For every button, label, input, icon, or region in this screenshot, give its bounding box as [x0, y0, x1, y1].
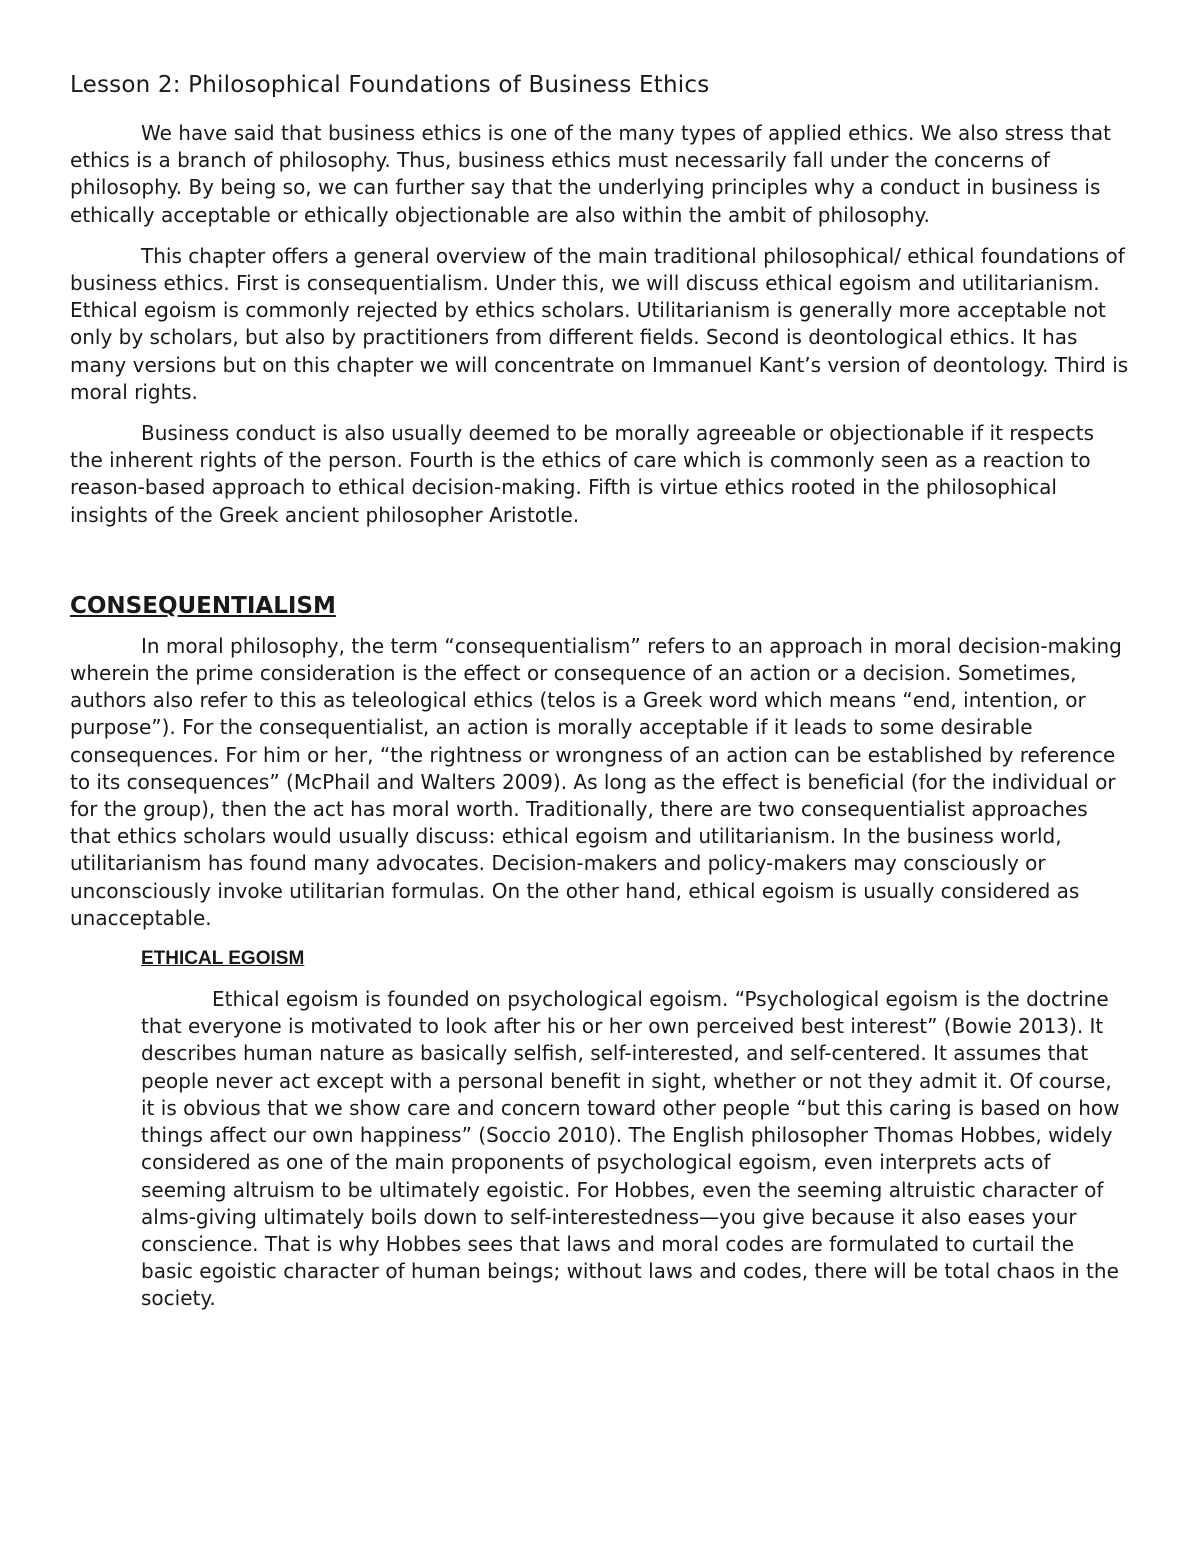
subsection-ethical-egoism — [141, 946, 1131, 1312]
intro-paragraph-1: We have said that business ethics is one of the many types of applied ethics. We also stress that ethics is a branch of philosophy. Thus, business ethics must necessarily fall under the concerns of philosophy. By being so, we can further say that the underlying principles why a conduct in business is ethically acceptable or ethically objectionable are also within the ambit of philosophy. — [70, 121, 1111, 227]
lesson-title: Lesson 2: Philosophical Foundations of Business Ethics — [70, 72, 710, 98]
document-page — [70, 70, 1130, 1313]
section-heading-consequentialism: CONSEQUENTIALISM — [70, 592, 336, 619]
intro-paragraph-3: Business conduct is also usually deemed to be morally agreeable or objectionable if it respects the inherent rights of the person. Fourth is the ethics of care which is commonly seen as a reaction to reason-based approach to ethical decision-making. Fifth is virtue ethics rooted in the philosophical insights of the Greek ancient philosopher Aristotle. — [70, 421, 1095, 527]
ethical-egoism-paragraph: Ethical egoism is founded on psychological egoism. “Psychological egoism is the doctrine that everyone is motivated to look after his or her own perceived best interest” (Bowie 2013). It describes human nature as basically selfish, self-interested, and self-centered. It assumes that people never act except with a personal benefit in sight, whether or not they admit it. Of course, it is obvious that we show care and concern toward other people “but this caring is based on how things affect our own happiness” (Soccio 2010). The English philosopher Thomas Hobbes, widely considered as one of the main proponents of psychological egoism, even interprets acts of seeming altruism to be ultimately egoistic. For Hobbes, even the seeming altruistic character of alms-giving ultimately boils down to self-interestedness—you give because it also eases your conscience. That is why Hobbes sees that laws and moral codes are formulated to curtail the basic egoistic character of human beings; without laws and codes, there will be total chaos in the society. — [141, 987, 1120, 1311]
consequentialism-paragraph: In moral philosophy, the term “consequentialism” refers to an approach in moral decision-making wherein the prime consideration is the effect or consequence of an action or a decision. Sometimes, authors also refer to this as teleological ethics (telos is a Greek word which means “end, intention, or purpose”). For the consequentialist, an action is morally acceptable if it leads to some desirable consequences. For him or her, “the rightness or wrongness of an action can be established by reference to its consequences” (McPhail and Walters 2009). As long as the effect is beneficial (for the individual or for the group), then the act has moral worth. Traditionally, there are two consequentialist approaches that ethics scholars would usually discuss: ethical egoism and utilitarianism. In the business world, utilitarianism has found many advocates. Decision-makers and policy-makers may consciously or unconsciously invoke utilitarian formulas. On the other hand, ethical egoism is usually considered as unacceptable. — [70, 633, 1122, 930]
intro-paragraph-2: This chapter offers a general overview of the main traditional philosophical/ ethical foundations of business ethics. First is consequentialism. Under this, we will discuss ethical egoism and utilitarianism. Ethical egoism is commonly rejected by ethics scholars. Utilitarianism is generally more acceptable not only by scholars, but also by practitioners from different fields. Second is deontological ethics. It has many versions but on this chapter we will concentrate on Immanuel Kant’s version of deontology. Third is moral rights. — [70, 243, 1129, 404]
subsection-heading-ethical-egoism: ETHICAL EGOISM — [141, 948, 305, 970]
